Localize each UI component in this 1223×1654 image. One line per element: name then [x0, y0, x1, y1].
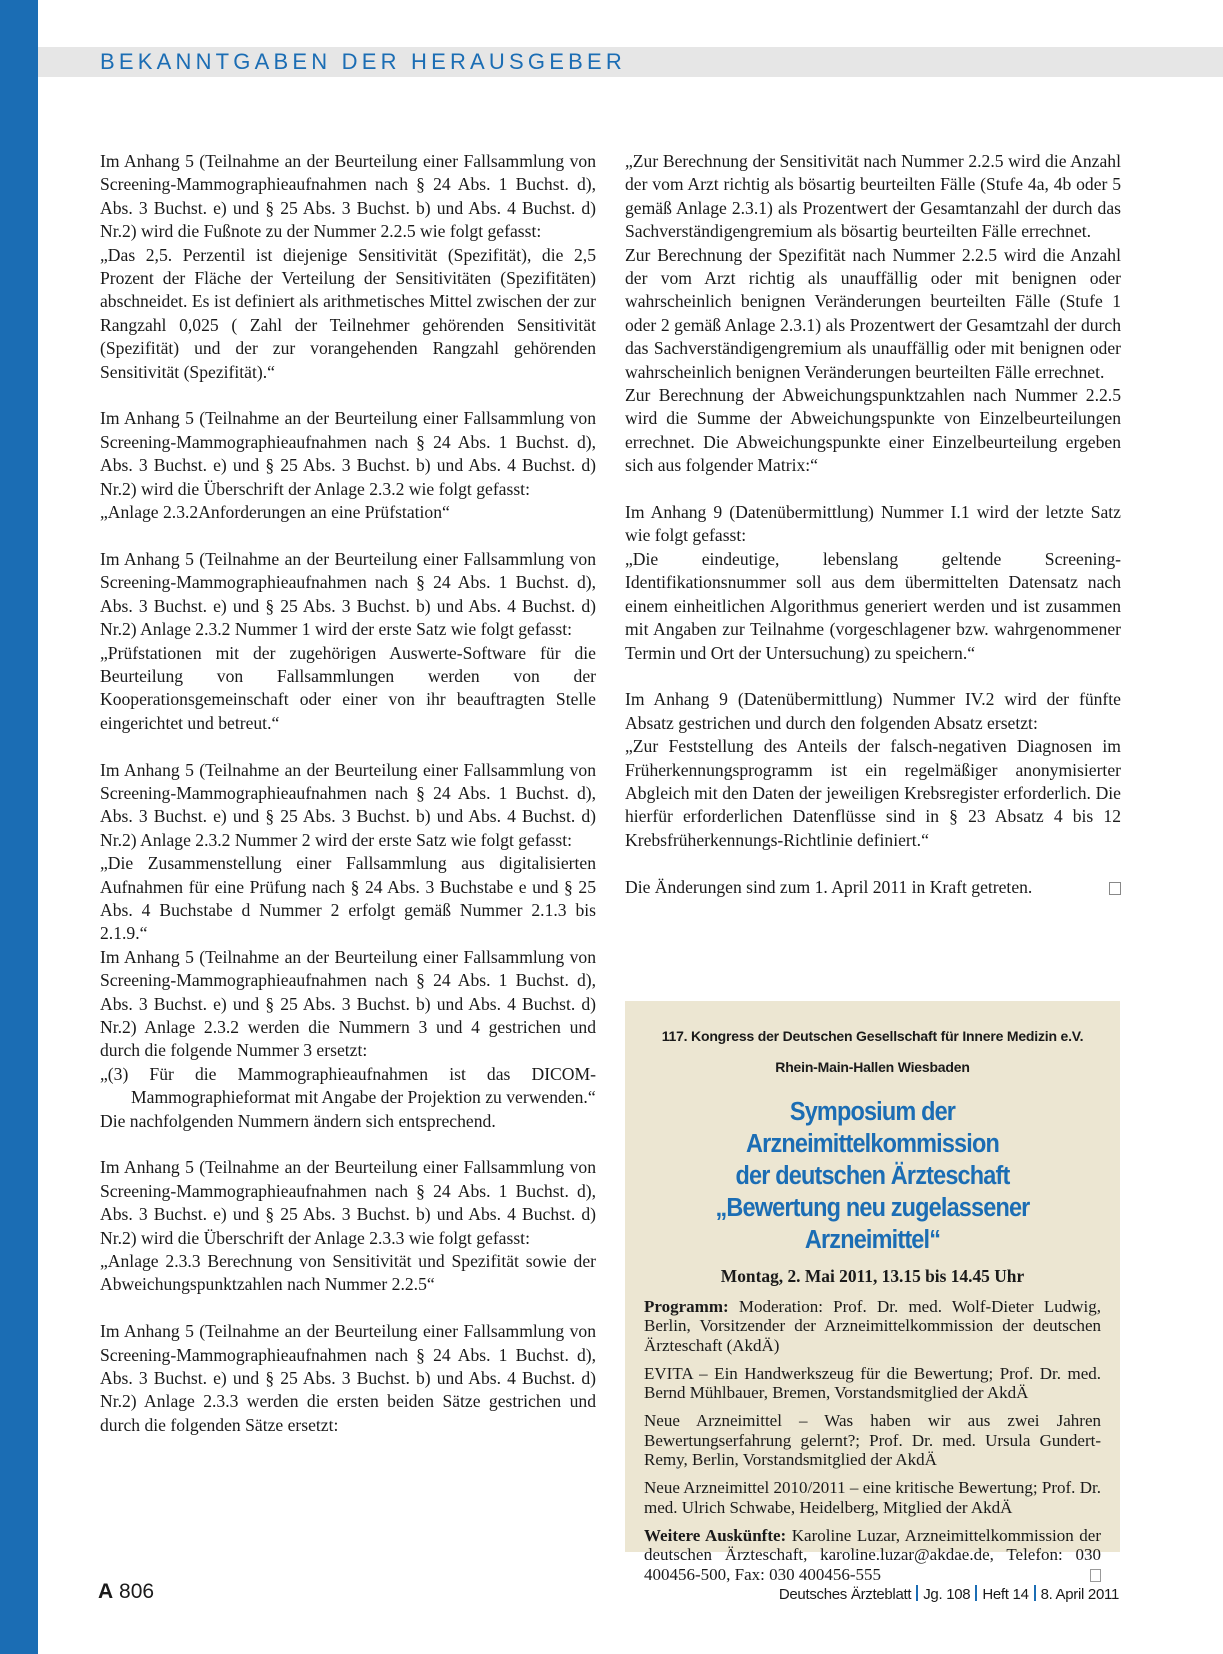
- quote-paragraph: „Anlage 2.3.3 Berechnung von Sensitivität und Spezifität sowie der Abweichungspunktzahlen nach Nummer 2.2.5“: [100, 1251, 596, 1295]
- page-number: [98, 1580, 154, 1604]
- title-line: Symposium der Arzneimittelkommission: [746, 1098, 999, 1158]
- program-details: [644, 1297, 1101, 1584]
- page-letter: A: [98, 1580, 114, 1603]
- info-label: Weitere Auskünfte:: [644, 1525, 787, 1545]
- quote-paragraph: „Zur Berechnung der Sensitivität nach Nummer 2.2.5 wird die Anzahl der vom Arzt richtig als bösartig beurteilten Fälle (Stufe 4a, 4b oder 5 gemäß Anlage 2.3.1) als Prozentwert der Gesamtanzahl der durch das Sachverständigengremium als bösartig beurteilten Fälle errechnet.: [625, 151, 1121, 242]
- program-text: Moderation: Prof. Dr. med. Wolf-Dieter Ludwig, Berlin, Vorsitzender der Arzneimittelkommission der deutschen Ärzteschaft (AkdÄ): [644, 1297, 1101, 1355]
- section-title: BEKANNTGABEN DER HERAUSGEBER: [100, 49, 626, 74]
- quote-paragraph: „Die eindeutige, lebenslang geltende Screening-Identifikationsnummer soll aus dem übermittelten Datensatz nach einem einheitlichen Algorithmus generiert werden und ist zusammen mit Angaben zur Teilnahme (vorgeschlagener bzw. wahrgenommener Termin und Ort der Untersuchung) zu speichern.“: [625, 548, 1121, 663]
- symposium-date: Montag, 2. Mai 2011, 13.15 bis 14.45 Uhr: [720, 1266, 1025, 1286]
- info-text: Karoline Luzar, Arzneimittelkommission der deutschen Ärzteschaft, karoline.luzar@akdae.de, Telefon: 030 400456-500, Fax: 030 400456-555: [644, 1525, 1101, 1584]
- closing-paragraph: [625, 876, 1121, 899]
- journal-date: 8. April 2011: [1040, 1586, 1119, 1603]
- paragraph: Die nachfolgenden Nummern ändern sich entsprechend.: [100, 1110, 496, 1131]
- announcement-box: [625, 1001, 1120, 1584]
- right-column: [625, 150, 1121, 899]
- symposium-title: [662, 1096, 1082, 1256]
- title-line: der deutschen Ärzteschaft: [735, 1162, 1010, 1190]
- venue: Rhein-Main-Hallen Wiesbaden: [775, 1059, 970, 1075]
- quote-paragraph: Zur Berechnung der Spezifität nach Nummer 2.2.5 wird die Anzahl der vom Arzt richtig als unauffällig oder mit benignen oder wahrscheinlich benignen Veränderungen beurteilten Fälle (Stufe 1 oder 2 gemäß Anlage 2.3.1) als Prozentwert der Gesamtzahl der durch das Sachverständigengremium als unauffällig oder mit benignen oder wahrscheinlich benignen Veränderungen beurteilten Fälle errechnet.: [625, 244, 1121, 382]
- separator: [975, 1585, 977, 1601]
- program-paragraph: [644, 1297, 1101, 1355]
- program-item: EVITA – Ein Handwerkszeug für die Bewertung; Prof. Dr. med. Bernd Mühlbauer, Bremen, Vorstandsmitglied der AkdÄ: [644, 1363, 1101, 1403]
- separator: [1034, 1585, 1036, 1601]
- title-line: „Bewertung neu zugelassener Arzneimittel“: [715, 1194, 1030, 1254]
- contact-paragraph: [644, 1526, 1101, 1584]
- quote-paragraph: Zur Berechnung der Abweichungspunktzahlen nach Nummer 2.2.5 wird die Summe der Abweichungspunkte von Einzelbeurteilungen errechnet. Die Abweichungspunkte einer Einzelbeurteilung ergeben sich aus folgender Matrix:“: [625, 385, 1121, 476]
- paragraph: Im Anhang 5 (Teilnahme an der Beurteilung einer Fallsammlung von Screening-Mammographieaufnahmen nach § 24 Abs. 1 Buchst. d), Abs. 3 Buchst. e) und § 25 Abs. 3 Buchst. b) und Abs. 4 Buchst. d) Nr.2) Anlage 2.3.3 werden die ersten beiden Sätze gestrichen und durch die folgenden Sätze ersetzt:: [100, 1321, 596, 1435]
- journal-issue: Heft 14: [982, 1586, 1029, 1603]
- paragraph: Im Anhang 9 (Datenübermittlung) Nummer IV.2 wird der fünfte Absatz gestrichen und durch den folgenden Absatz ersetzt:: [625, 689, 1121, 733]
- left-column: [100, 150, 596, 1437]
- quote-paragraph: „Prüfstationen mit der zugehörigen Auswerte-Software für die Beurteilung von Fallsammlungen werden von der Kooperationsgemeinschaft oder einer von ihr beauftragten Stelle eingerichtet und betreut.“: [100, 642, 596, 733]
- program-item: Neue Arzneimittel – Was haben wir aus zwei Jahren Bewertungserfahrung gelernt?; Prof. Dr. med. Ursula Gundert-Remy, Berlin, Vorstandsmitglied der AkdÄ: [644, 1411, 1101, 1470]
- quote-paragraph: „Anlage 2.3.2Anforderungen an eine Prüfstation“: [100, 502, 450, 523]
- paragraph: Im Anhang 5 (Teilnahme an der Beurteilung einer Fallsammlung von Screening-Mammographieaufnahmen nach § 24 Abs. 1 Buchst. d), Abs. 3 Buchst. e) und § 25 Abs. 3 Buchst. b) und Abs. 4 Buchst. d) Nr.2) Anlage 2.3.2 Nummer 2 wird der erste Satz wie folgt gefasst:: [100, 759, 596, 850]
- quote-paragraph: „Zur Feststellung des Anteils der falsch-negativen Diagnosen im Früherkennungsprogramm ist ein regelmäßiger anonymisierter Abgleich mit den Daten der jeweiligen Krebsregister erforderlich. Die hierfür erforderlichen Datenflüsse sind in § 23 Absatz 4 bis 12 Krebsfrüherkennungs-Richtlinie definiert.“: [625, 736, 1121, 850]
- paragraph: Im Anhang 5 (Teilnahme an der Beurteilung einer Fallsammlung von Screening-Mammographieaufnahmen nach § 24 Abs. 1 Buchst. d), Abs. 3 Buchst. e) und § 25 Abs. 3 Buchst. b) und Abs. 4 Buchst. d) Nr.2) Anlage 2.3.2 werden die Nummern 3 und 4 gestrichen und durch die folgende Nummer 3 ersetzt:: [100, 946, 596, 1061]
- program-label: Programm:: [644, 1297, 729, 1316]
- quote-paragraph: „Das 2,5. Perzentil ist diejenige Sensitivität (Spezifität), die 2,5 Prozent der Fläche der Verteilung der Sensitivitäten (Spezifitäten) abschneidet. Es ist definiert als arithmetisches Mittel zwischen der zur Rangzahl 0,025 ( Zahl der Teilnehmer gehörenden Sensitivität (Spezifität) und der zur vorangehenden Rangzahl gehörenden Sensitivität (Spezifität).“: [100, 244, 596, 382]
- paragraph: Im Anhang 5 (Teilnahme an der Beurteilung einer Fallsammlung von Screening-Mammographieaufnahmen nach § 24 Abs. 1 Buchst. d), Abs. 3 Buchst. e) und § 25 Abs. 3 Buchst. b) und Abs. 4 Buchst. d) Nr.2) wird die Überschrift der Anlage 2.3.3 wie folgt gefasst:: [100, 1157, 596, 1248]
- quote-paragraph: „(3) Für die Mammographieaufnahmen ist das DICOM-Mammographieformat mit Angabe der Projektion zu verwenden.“: [100, 1063, 596, 1108]
- journal-volume: Jg. 108: [923, 1586, 971, 1603]
- paragraph: Im Anhang 5 (Teilnahme an der Beurteilung einer Fallsammlung von Screening-Mammographieaufnahmen nach § 24 Abs. 1 Buchst. d), Abs. 3 Buchst. e) und § 25 Abs. 3 Buchst. b) und Abs. 4 Buchst. d) Nr.2) wird die Fußnote zu der Nummer 2.2.5 wie folgt gefasst:: [100, 151, 596, 242]
- program-item: Neue Arzneimittel 2010/2011 – eine kritische Bewertung; Prof. Dr. med. Ulrich Schwabe, Heidelberg, Mitglied der AkdÄ: [644, 1478, 1101, 1517]
- quote-paragraph: „Die Zusammenstellung einer Fallsammlung aus digitalisierten Aufnahmen für eine Prüfung nach § 24 Abs. 3 Buchstabe e und § 25 Abs. 4 Buchstabe d Nummer 2 erfolgt gemäß Nummer 2.1.3 bis 2.1.9.“: [100, 853, 596, 944]
- end-of-article-icon: [1109, 882, 1121, 895]
- paragraph: Im Anhang 5 (Teilnahme an der Beurteilung einer Fallsammlung von Screening-Mammographieaufnahmen nach § 24 Abs. 1 Buchst. d), Abs. 3 Buchst. e) und § 25 Abs. 3 Buchst. b) und Abs. 4 Buchst. d) Nr.2) wird die Überschrift der Anlage 2.3.2 wie folgt gefasst:: [100, 408, 596, 499]
- journal-info: [779, 1585, 1119, 1603]
- congress-name: 117. Kongress der Deutschen Gesellschaft für Innere Medizin e.V.: [661, 1028, 1084, 1044]
- paragraph: Im Anhang 9 (Datenübermittlung) Nummer I.1 wird der letzte Satz wie folgt gefasst:: [625, 502, 1121, 546]
- journal-name: Deutsches Ärzteblatt: [778, 1586, 912, 1603]
- separator: [916, 1585, 918, 1601]
- closing-text: Die Änderungen sind zum 1. April 2011 in Kraft getreten.: [625, 876, 1033, 897]
- end-of-box-icon: [1090, 1569, 1101, 1582]
- page-number-value: 806: [119, 1580, 155, 1603]
- left-accent-bar: [0, 0, 38, 1654]
- paragraph: Im Anhang 5 (Teilnahme an der Beurteilung einer Fallsammlung von Screening-Mammographieaufnahmen nach § 24 Abs. 1 Buchst. d), Abs. 3 Buchst. e) und § 25 Abs. 3 Buchst. b) und Abs. 4 Buchst. d) Nr.2) Anlage 2.3.2 Nummer 1 wird der erste Satz wie folgt gefasst:: [100, 548, 596, 640]
